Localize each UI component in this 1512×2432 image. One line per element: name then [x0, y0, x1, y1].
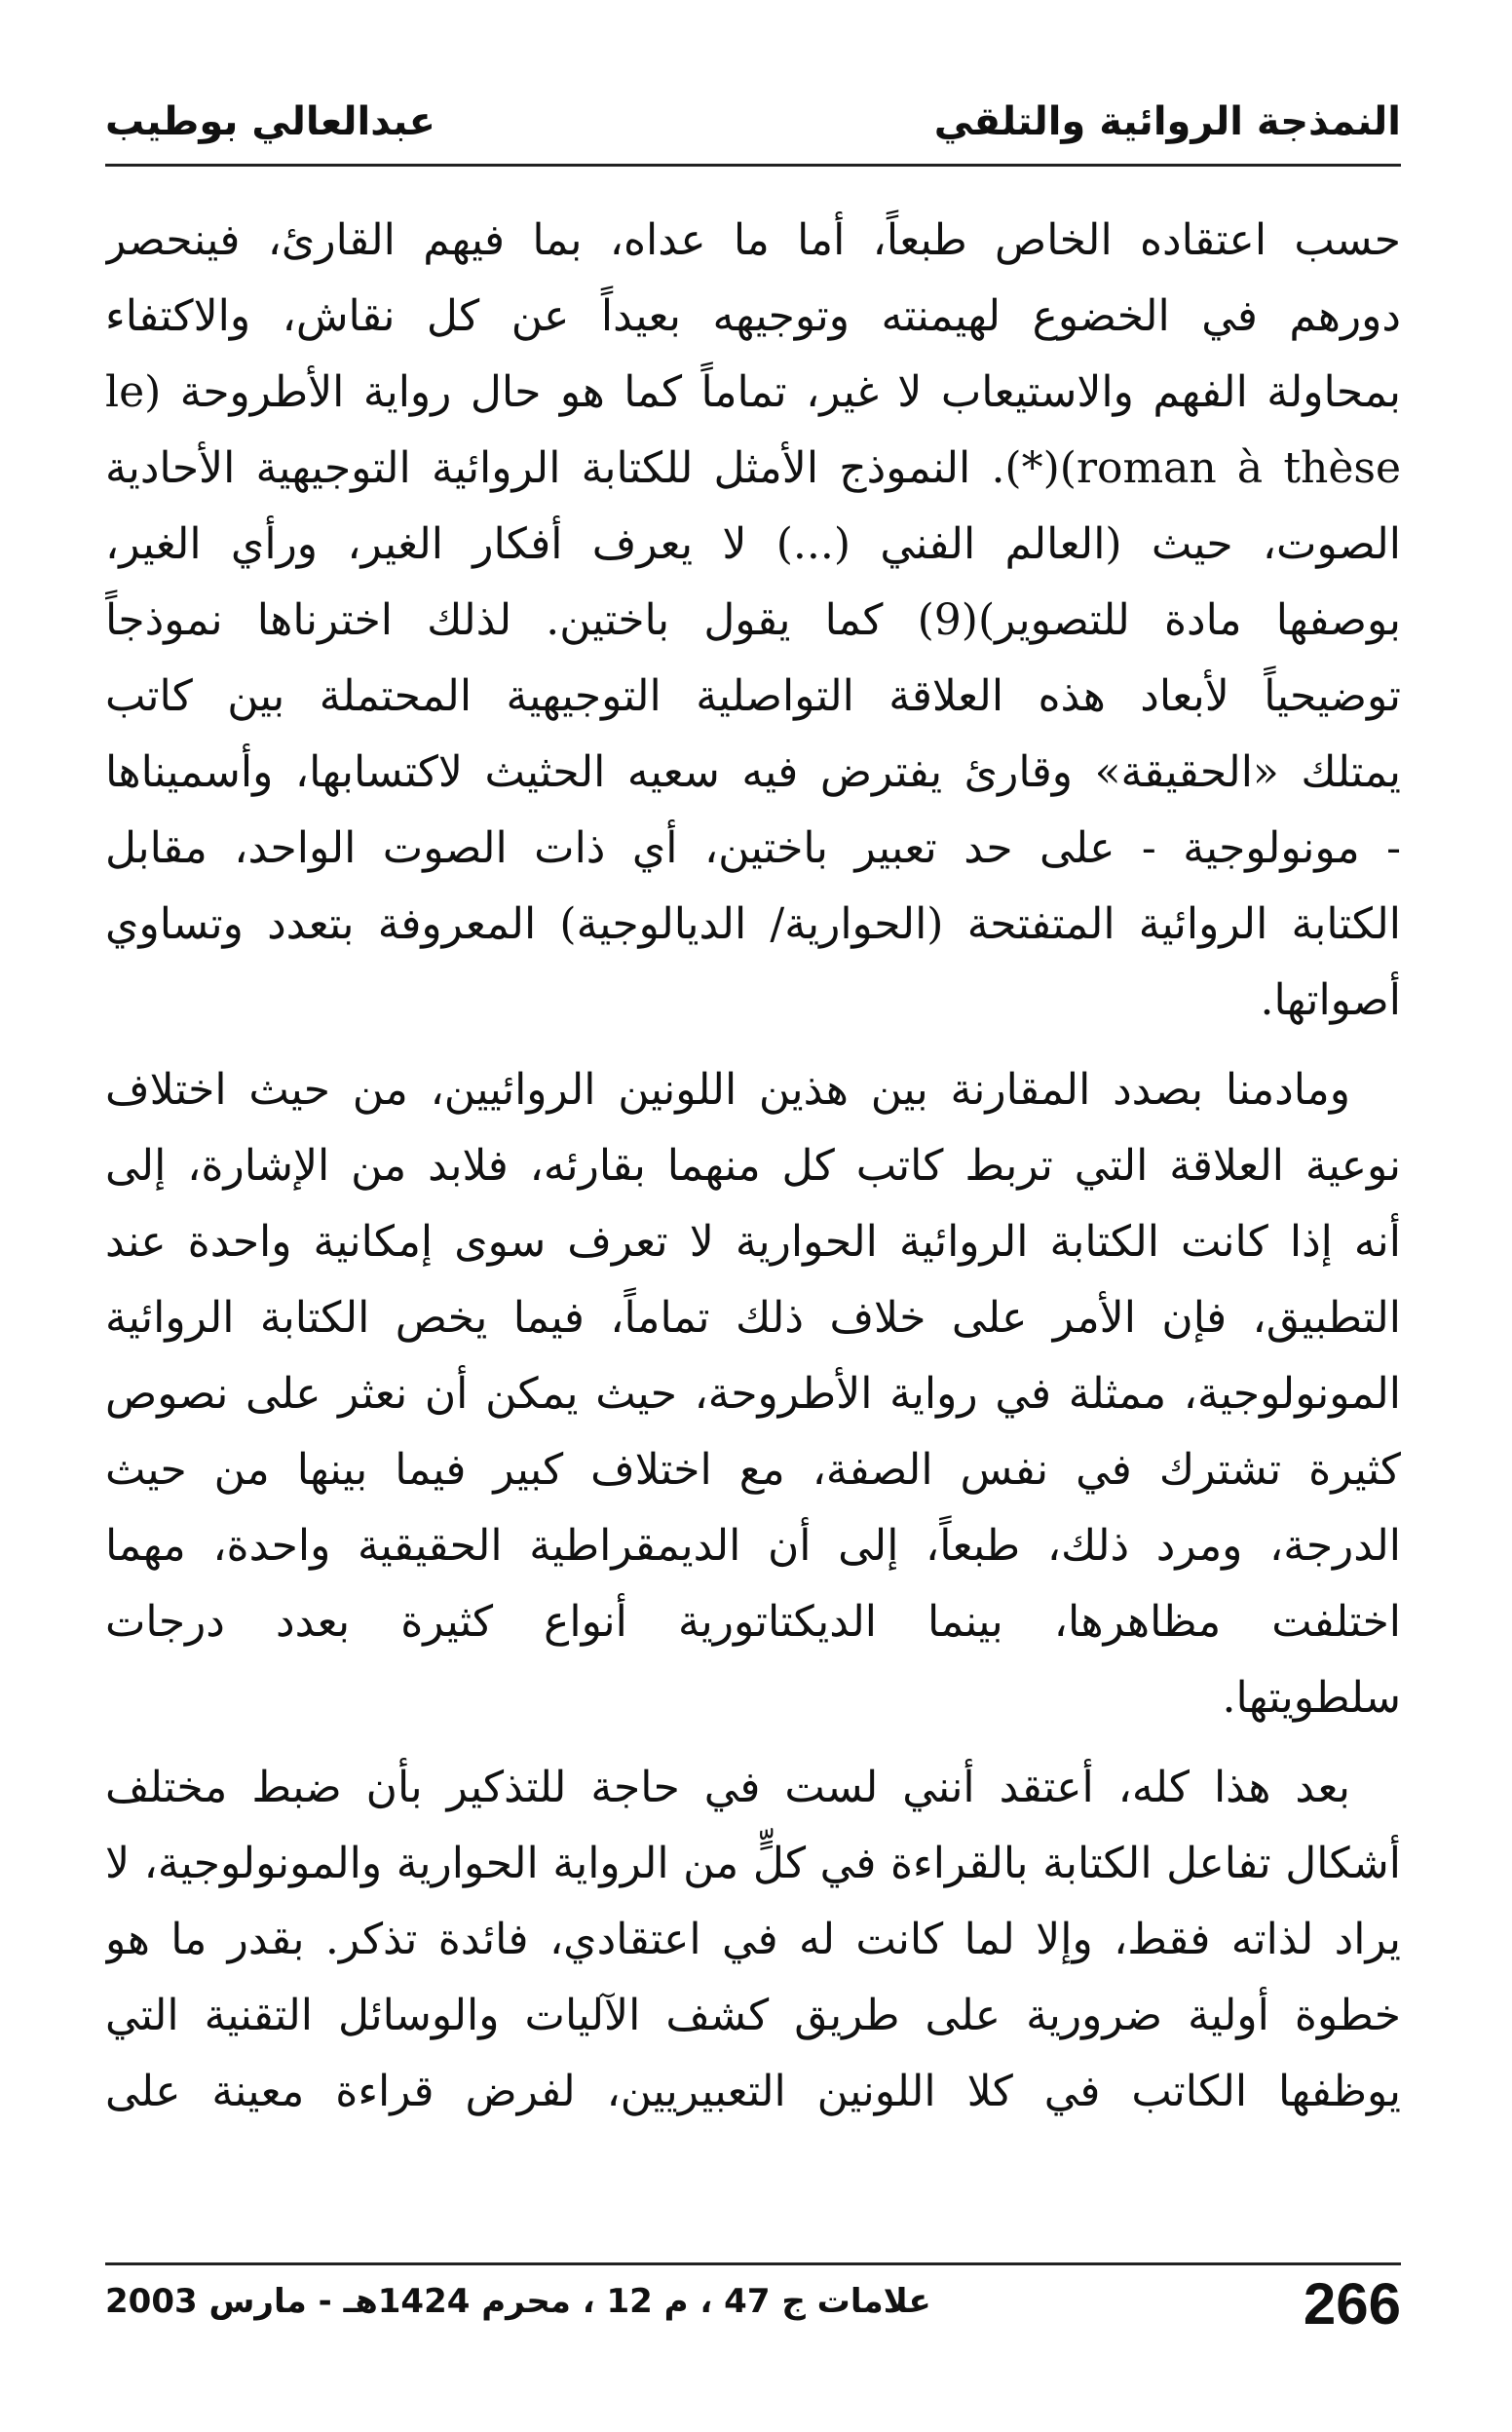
text-line: نوعية العلاقة التي تربط كاتب كل منهما بقارئه، فلابد من الإشارة، إلى: [105, 1141, 1401, 1191]
text-line: الصوت، حيث (العالم الفني (...) لا يعرف أفكار الغير، ورأي الغير،: [105, 519, 1401, 569]
text-line: بوصفها مادة للتصوير)(9) كما يقول باختين. لذلك اخترناها نموذجاً: [105, 595, 1401, 645]
text-line: يراد لذاته فقط، وإلا لما كانت له في اعتقادي، فائدة تذكر. بقدر ما هو: [105, 1915, 1401, 1964]
paragraph-3: [105, 1750, 1401, 2130]
text-line: توضيحياً لأبعاد هذه العلاقة التواصلية التوجيهية المحتملة بين كاتب: [105, 671, 1401, 721]
page-number: 266: [1303, 2271, 1401, 2337]
book-page: [105, 88, 1401, 2358]
text-line: ومادمنا بصدد المقارنة بين هذين اللونين الروائيين، من حيث اختلاف: [105, 1065, 1350, 1115]
footer-rule: [105, 2262, 1401, 2265]
text-line: اختلفت مظاهرها، بينما الديكتاتورية أنواع كثيرة بعدد درجات: [105, 1597, 1401, 1647]
text-line: خطوة أولية ضرورية على طريق كشف الآليات والوسائل التقنية التي: [105, 1991, 1401, 2040]
text-line: بمحاولة الفهم والاستيعاب لا غير، تماماً كما هو حال رواية الأطروحة (le: [105, 367, 1401, 417]
text-line: كثيرة تشترك في نفس الصفة، مع اختلاف كبير فيما بينها من حيث: [105, 1445, 1401, 1495]
header-rule: [105, 164, 1401, 167]
text-line: الدرجة، ومرد ذلك، طبعاً، إلى أن الديمقراطية الحقيقية واحدة، مهما: [105, 1521, 1401, 1571]
paragraph-2: [105, 1052, 1401, 1736]
text-line: أصواتها.: [1260, 975, 1401, 1025]
text-line: يوظفها الكاتب في كلا اللونين التعبيريين، لفرض قراءة معينة على: [105, 2067, 1401, 2116]
footer-journal-citation: علامات ج 47 ، م 12 ، محرم 1424هـ - مارس 2003: [105, 2282, 931, 2321]
running-header: [105, 88, 1401, 158]
text-line: يمتلك «الحقيقة» وقارئ يفترض فيه سعيه الحثيث لاكتسابها، وأسميناها: [105, 747, 1401, 797]
text-line: الكتابة الروائية المتفتحة (الحوارية/ الديالوجية) المعروفة بتعدد وتساوي: [105, 899, 1401, 949]
body-text: [105, 203, 1401, 2144]
header-title: النمذجة الروائية والتلقي: [933, 99, 1401, 144]
text-line: دورهم في الخضوع لهيمنته وتوجيهه بعيداً عن كل نقاش، والاكتفاء: [105, 291, 1401, 341]
text-line: سلطويتها.: [1222, 1673, 1401, 1723]
text-line: أشكال تفاعل الكتابة بالقراءة في كلٍّ من الرواية الحوارية والمونولوجية، لا: [105, 1839, 1401, 1888]
text-line: حسب اعتقاده الخاص طبعاً، أما ما عداه، بما فيهم القارئ، فينحصر: [105, 215, 1401, 265]
text-line: بعد هذا كله، أعتقد أنني لست في حاجة للتذكير بأن ضبط مختلف: [105, 1763, 1350, 1812]
text-line: roman à thèse)(*). النموذج الأمثل للكتابة الروائية التوجيهية الأحادية: [105, 443, 1401, 493]
text-line: أنه إذا كانت الكتابة الروائية الحوارية لا تعرف سوى إمكانية واحدة عند: [105, 1217, 1401, 1267]
text-line: - مونولوجية - على حد تعبير باختين، أي ذات الصوت الواحد، مقابل: [105, 823, 1401, 873]
text-line: التطبيق، فإن الأمر على خلاف ذلك تماماً، فيما يخص الكتابة الروائية: [105, 1293, 1401, 1343]
paragraph-1: [105, 203, 1401, 1039]
header-author: عبدالعالي بوطيب: [105, 99, 435, 144]
text-line: المونولوجية، ممثلة في رواية الأطروحة، حيث يمكن أن نعثر على نصوص: [105, 1369, 1401, 1419]
